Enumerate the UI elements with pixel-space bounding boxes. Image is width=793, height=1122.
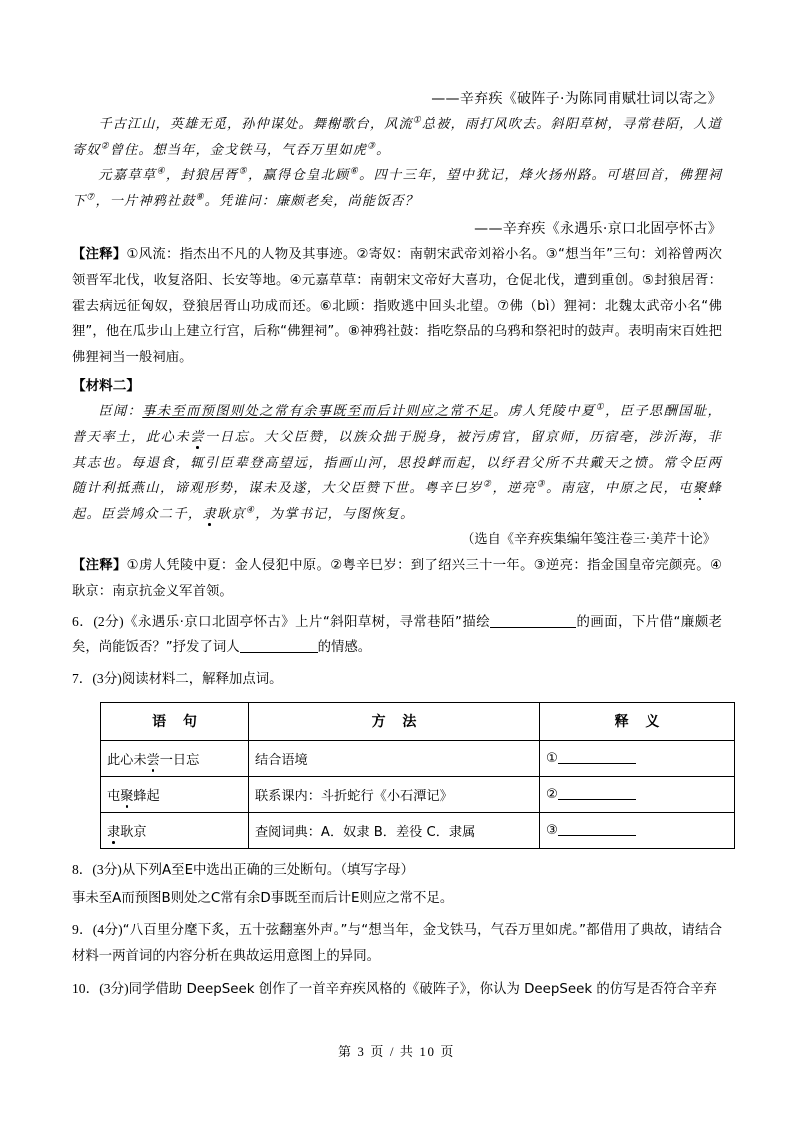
page-footer-label: 第 3 页 / 共 10 页	[337, 1044, 455, 1059]
question-6-number: 6．	[72, 613, 94, 629]
answer-marker-2: ②	[546, 787, 558, 803]
material-two-heading: 【材料二】	[72, 378, 140, 395]
notes-label-two: 【注释】	[72, 558, 127, 574]
table-cell-method-2: 联系课内：斗折蛇行《小石潭记》	[249, 776, 540, 812]
answer-marker-1: ①	[546, 751, 558, 767]
dotted-char-li: 隶	[202, 506, 217, 522]
vocabulary-table	[100, 702, 735, 849]
note-ref-2: ②	[100, 141, 110, 152]
table-header-row	[101, 702, 735, 740]
question-9-text: “八百里分麾下炙，五十弦翻塞外声。”与“想当年，金戈铁马，气吞万里如虎。”都借用了典故，请结合材料一两首词的内容分析在典故运用意图上的异同。	[72, 923, 722, 965]
notes-label-one: 【注释】	[72, 247, 127, 263]
dotted-char-cell-1: 尝	[146, 752, 160, 768]
question-8	[72, 857, 722, 884]
question-10-score: (3分)	[99, 981, 129, 997]
table-row	[101, 776, 735, 812]
note-ref-5: ⑤	[238, 166, 248, 177]
question-6-text-c: 的情感。	[317, 640, 372, 656]
table-row	[101, 740, 735, 776]
table-cell-phrase-3: 隶耿京	[101, 812, 249, 848]
question-10-text: 同学借助 DeepSeek 创作了一首辛弃疾风格的《破阵子》，你认为 DeepSeek 的仿写是否符合辛弃	[128, 982, 717, 998]
note-ref-3: ③	[366, 141, 377, 152]
question-7-score: (3分)	[92, 671, 122, 687]
table-cell-method-3: 查阅词典：A．奴隶 B．差役 C．隶属	[249, 812, 540, 848]
page-footer	[0, 1041, 793, 1060]
table-cell-answer-1[interactable]	[540, 740, 735, 776]
table-header-method: 方 法	[249, 702, 540, 740]
dotted-char-cell-3: 隶	[107, 824, 121, 840]
table-cell-method-1: 结合语境	[249, 740, 540, 776]
poem-stanza-2: 元嘉草草④，封狼居胥⑤，赢得仓皇北顾⑥。四十三年，望中犹记，烽火扬州路。可堪回首，佛狸祠下⑦，一片神鸦社鼓⑧。凭谁问：廉颇老矣，尚能饭否？	[72, 166, 723, 209]
attribution-yongyule: ——辛弃疾《永遇乐·京口北固亭怀古》	[474, 221, 722, 238]
table-cell-answer-3[interactable]	[540, 812, 735, 848]
material-two-notes	[72, 553, 722, 604]
table-header-meaning: 释 义	[540, 702, 735, 740]
page-content	[72, 86, 722, 1003]
answer-blank-1[interactable]	[558, 750, 636, 764]
attribution-poxingzi: ——辛弃疾《破阵子·为陈同甫赋壮词以寄之》	[431, 91, 722, 107]
question-8-score: (3分)	[92, 861, 122, 877]
dotted-char-cell-2: 聚	[120, 788, 134, 804]
answer-blank-2[interactable]	[558, 786, 636, 800]
dotted-char-ju: 聚	[692, 481, 708, 497]
question-6	[72, 609, 722, 662]
answer-marker-3: ③	[546, 823, 558, 839]
poem-stanza-1: 千古江山，英雄无觅，孙仲谋处。舞榭歌台，风流①总被，雨打风吹去。斜阳草树，寻常巷陌，人道寄奴②曾住。想当年，金戈铁马，气吞万里如虎③。	[72, 115, 722, 158]
note-ref-m2-3: ③	[536, 479, 547, 490]
underlined-clause: 事未至而预图则处之常有余事既至而后计则应之常不足	[142, 404, 494, 420]
question-10-number: 10．	[72, 981, 100, 997]
question-7-text: 阅读材料二，解释加点词。	[121, 672, 283, 688]
question-6-blank-1[interactable]	[490, 613, 576, 628]
notes-body-one: ①风流：指杰出不凡的人物及其事迹。②寄奴：南朝宋武帝刘裕小名。③“想当年”三句：刘裕曾两次领晋军北伐，收复洛阳、长安等地。④元嘉草草：南朝宋文帝好大喜功，仓促北伐，遭到重创。⑤封狼居胥：霍去病远征匈奴，登狼居胥山功成而还。⑥北顾：指败逃中回头北望。⑦佛（bì）狸祠：北魏太武帝小名“佛狸”，他在瓜步山上建立行宫，后称“佛狸祠”。⑧神鸦社鼓：指吃祭品的乌鸦和祭祀时的鼓声。表明南宋百姓把佛狸祠当一般祠庙。	[72, 247, 722, 365]
question-10	[72, 976, 722, 1003]
note-ref-7: ⑦	[86, 192, 96, 203]
notes-body-two: ①虏人凭陵中夏：金人侵犯中原。②粤辛巳岁：到了绍兴三十一年。③逆亮：指金国皇帝完颜亮。④耿京：南京抗金义军首领。	[72, 558, 722, 599]
table-cell-phrase-1: 此心未尝一日忘	[101, 740, 249, 776]
question-8-number: 8．	[72, 861, 93, 877]
question-6-text-a: 《永遇乐·京口北固亭怀古》上片“斜阳草树，寻常巷陌”描绘	[123, 614, 491, 630]
note-ref-4: ④	[156, 166, 166, 177]
question-8-text: 从下列A至E中选出正确的三处断句。（填写字母）	[121, 862, 414, 878]
note-ref-m2-2: ②	[482, 479, 493, 490]
note-ref-8: ⑧	[195, 192, 205, 203]
question-8-sentence: 事未至A而预图B则处之C常有余D事既至而后计E则应之常不足。	[72, 890, 454, 906]
question-6-text-b: 的画面，下片借“廉颇老矣，尚能饭否？”抒发了词人	[72, 614, 723, 656]
question-6-score: (2分)	[93, 613, 124, 629]
note-ref-1: ①	[412, 115, 422, 126]
table-cell-answer-2[interactable]	[540, 776, 735, 812]
dotted-char-chang: 尝	[190, 429, 206, 445]
material-two-source: （选自《辛弃疾集编年笺注卷三·美芹十论》	[461, 532, 716, 548]
note-ref-6: ⑥	[349, 166, 360, 177]
question-7	[72, 666, 722, 693]
table-cell-phrase-2: 屯聚蜂起	[101, 776, 249, 812]
question-6-blank-2[interactable]	[240, 639, 318, 653]
question-9-score: (4分)	[92, 922, 123, 938]
table-row	[101, 812, 735, 848]
question-9	[72, 917, 722, 970]
table-header-phrase: 语 句	[101, 702, 249, 740]
material-two-body: 臣闻：事未至而预图则处之常有余事既至而后计则应之常不足。虏人凭陵中夏①，臣子思酬国耻，普天率土，此心未尝一日忘。大父臣赞，以族众拙于脱身，被污虏官，留京师，历宿亳，涉沂海，非其志也。每退食，辄引臣辈登高望远，指画山河，思投衅而起，以纾君父所不共戴天之愤。常令臣两随计利抵燕山，谛观形势，谋未及遂，大父臣赞下世。粤辛巳岁②，逆亮③。南寇，中原之民，屯聚蜂起。臣尝鸠众二千，隶耿京④，为掌书记，与图恢复。	[72, 402, 722, 522]
note-ref-m2-4: ④	[245, 505, 256, 516]
question-9-number: 9．	[72, 922, 93, 938]
material-one-notes	[72, 242, 722, 370]
answer-blank-3[interactable]	[558, 822, 636, 836]
question-7-number: 7．	[72, 671, 93, 687]
note-ref-m2-1: ①	[595, 402, 606, 413]
